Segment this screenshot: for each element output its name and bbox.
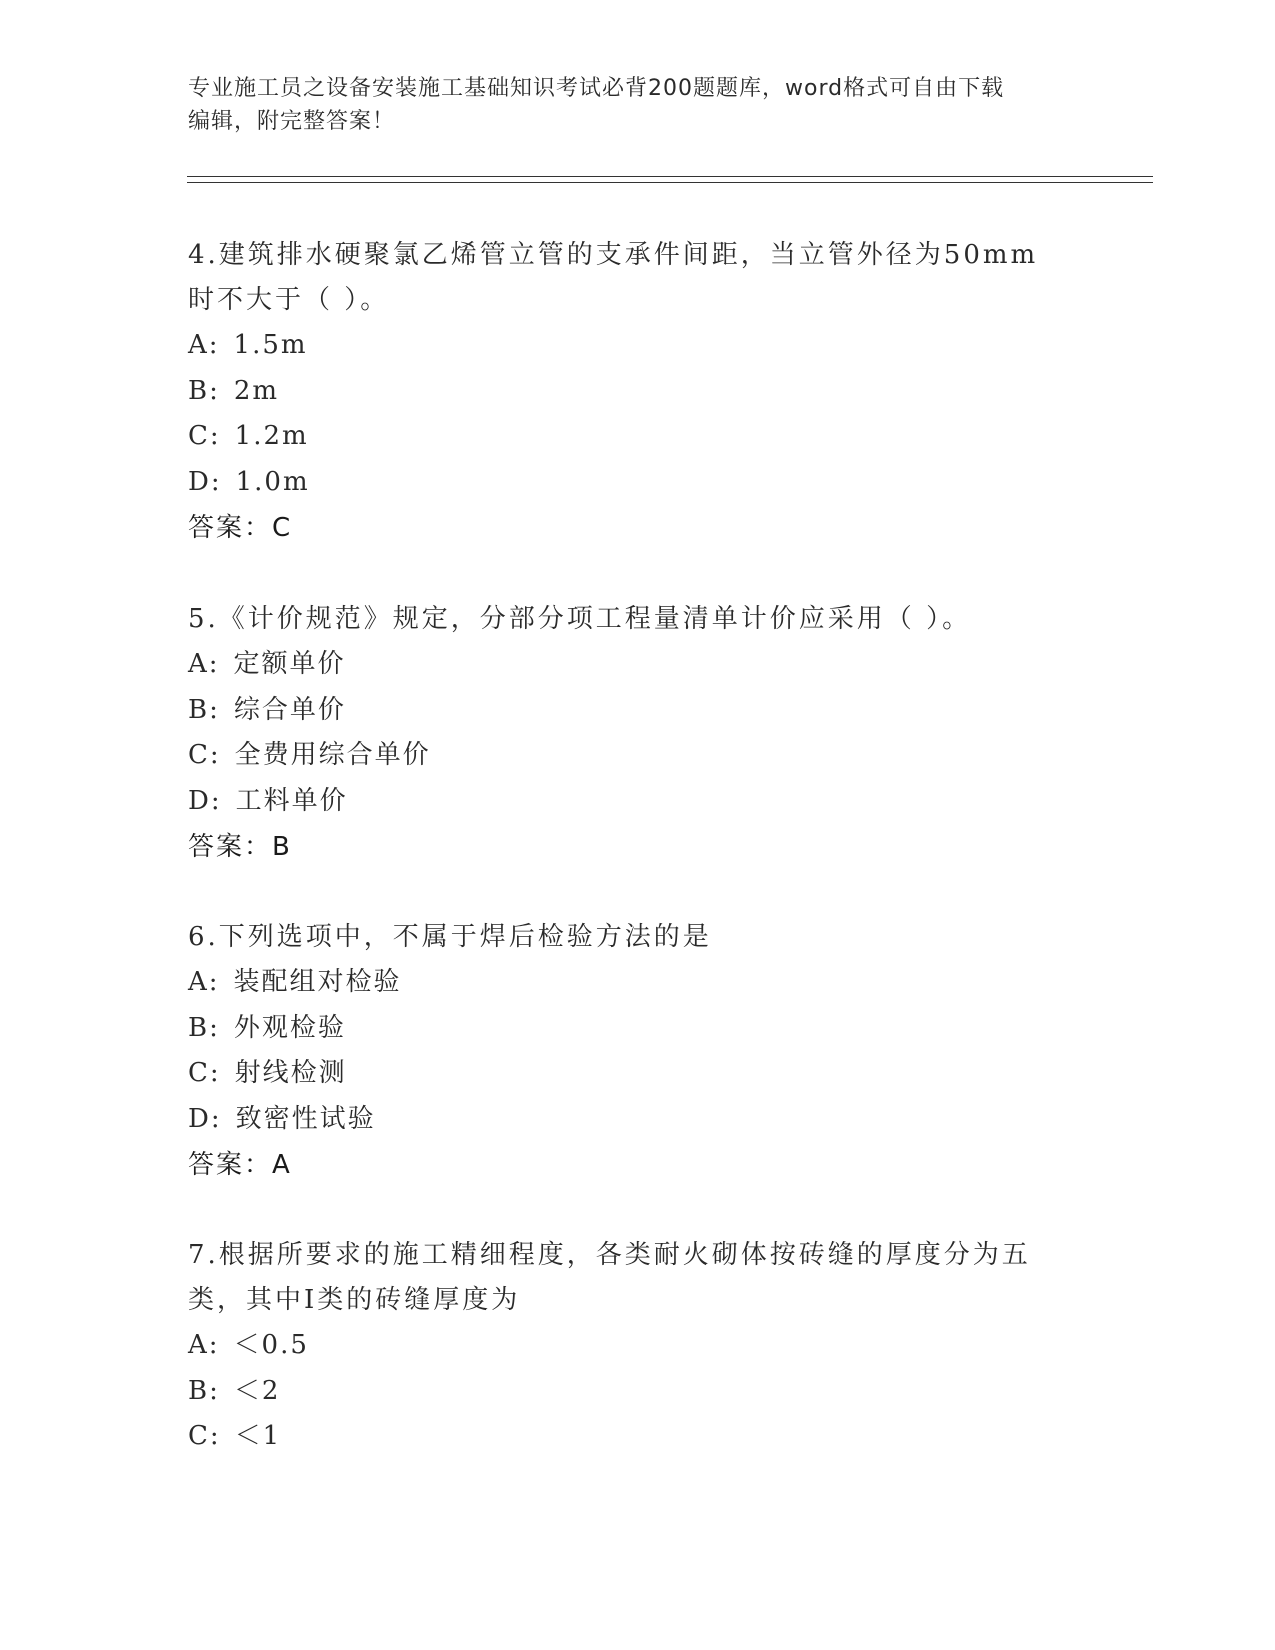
option-text: 1.5m — [233, 330, 308, 360]
question-4 — [188, 233, 1088, 551]
option-key: D: — [188, 785, 222, 816]
option-key: A: — [188, 1330, 220, 1360]
option-d — [188, 1097, 1088, 1143]
option-text: 定额单价 — [233, 649, 346, 679]
option-d — [188, 460, 1088, 506]
option-key: C: — [188, 1421, 221, 1451]
answer-label: 答案：C — [188, 513, 293, 543]
option-key: B: — [188, 694, 220, 725]
header-divider-top — [187, 176, 1153, 177]
option-key: A: — [188, 967, 220, 997]
document-header — [188, 72, 1088, 138]
option-key: C: — [188, 740, 221, 770]
option-text: 综合单价 — [233, 694, 346, 725]
question-stem: 4.建筑排水硬聚氯乙烯管立管的支承件间距，当立管外径为50mm时不大于（ ）。 — [188, 240, 1039, 315]
question-stem: 5.《计价规范》规定，分部分项工程量清单计价应采用（ ）。 — [188, 604, 972, 634]
option-a — [188, 642, 1088, 688]
answer-label: 答案：A — [188, 1150, 292, 1180]
option-b — [188, 1006, 1088, 1052]
option-text: 致密性试验 — [235, 1103, 376, 1134]
option-key: B: — [188, 1012, 220, 1043]
option-text: 射线检测 — [234, 1058, 347, 1088]
header-line-2: 编辑，附完整答案！ — [188, 109, 396, 134]
option-b — [188, 1369, 1088, 1415]
question-6 — [188, 915, 1088, 1188]
option-b — [188, 369, 1088, 415]
option-text: 1.0m — [235, 466, 310, 497]
answer-label: 答案：B — [188, 832, 292, 862]
header-line-1: 专业施工员之设备安装施工基础知识考试必背200题题库，word格式可自由下载 — [188, 76, 1005, 101]
option-b — [188, 688, 1088, 734]
question-7 — [188, 1233, 1088, 1460]
option-text: 工料单价 — [235, 785, 348, 816]
option-text: 装配组对检验 — [233, 967, 402, 997]
option-c — [188, 1414, 1088, 1460]
option-key: A: — [188, 649, 220, 679]
option-key: D: — [188, 1103, 222, 1134]
option-key: A: — [188, 330, 220, 360]
header-divider-bottom — [187, 182, 1153, 183]
option-key: C: — [188, 421, 221, 451]
option-c — [188, 414, 1088, 460]
option-text: 2m — [233, 375, 280, 406]
question-stem: 7.根据所要求的施工精细程度，各类耐火砌体按砖缝的厚度分为五类，其中Ⅰ类的砖缝厚度为 — [188, 1240, 1031, 1315]
option-d — [188, 779, 1088, 825]
question-stem: 6.下列选项中，不属于焊后检验方法的是 — [188, 922, 712, 952]
option-c — [188, 1051, 1088, 1097]
question-5 — [188, 597, 1088, 870]
option-text: 外观检验 — [233, 1012, 346, 1043]
option-text: 1.2m — [234, 421, 309, 451]
option-text: ＜2 — [233, 1375, 281, 1406]
option-a — [188, 1323, 1088, 1369]
option-key: D: — [188, 466, 222, 497]
option-text: 全费用综合单价 — [234, 740, 431, 770]
option-a — [188, 960, 1088, 1006]
option-key: B: — [188, 1375, 220, 1406]
option-a — [188, 323, 1088, 369]
option-key: B: — [188, 375, 220, 406]
option-text: ＜0.5 — [233, 1330, 309, 1360]
option-key: C: — [188, 1058, 221, 1088]
option-text: ＜1 — [234, 1421, 282, 1451]
option-c — [188, 733, 1088, 779]
